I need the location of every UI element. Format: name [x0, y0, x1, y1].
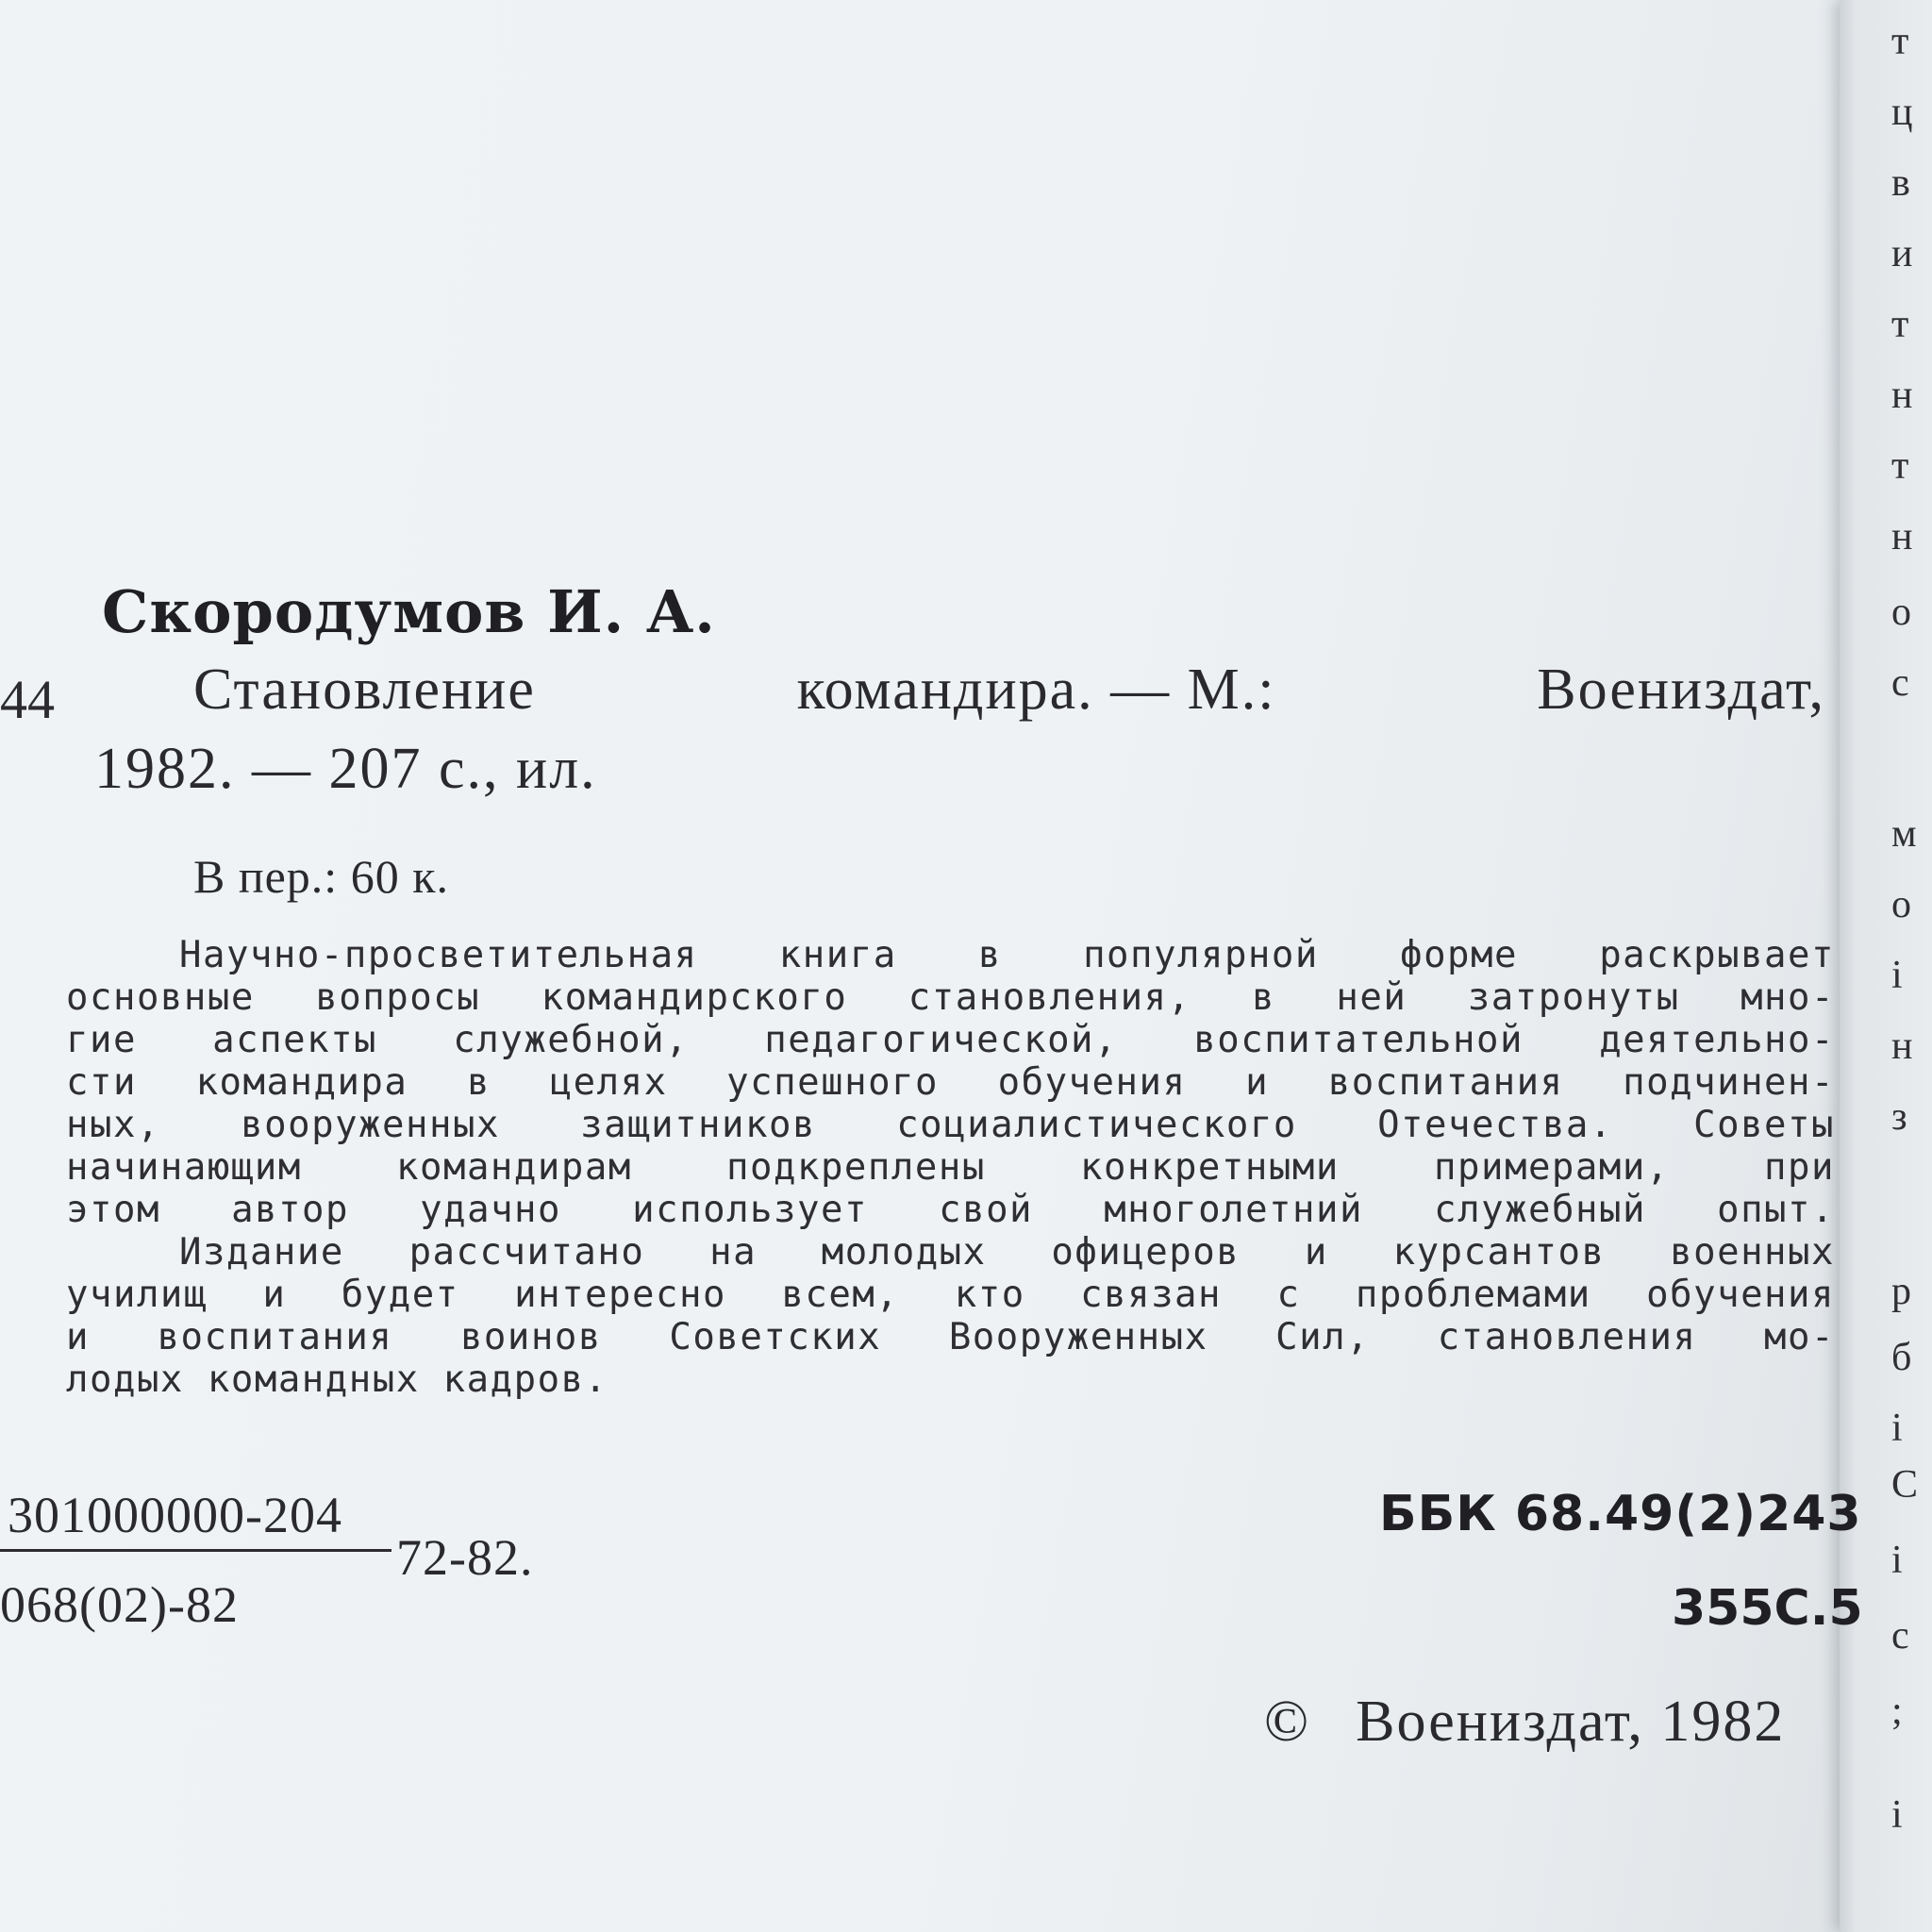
fraction-line: [0, 1549, 391, 1552]
abstract-line: гие аспекты служебной, педагогической, воспитательной деятельно-: [66, 1019, 1835, 1061]
adjacent-page-letter: т: [1891, 444, 1909, 488]
adjacent-page-letter: в: [1891, 161, 1910, 205]
adjacent-page-letter: н: [1891, 374, 1913, 417]
code-denominator: 068(02)-82: [0, 1576, 239, 1633]
title-word-1: Становление: [193, 658, 536, 722]
title-line: [193, 657, 1825, 724]
adjacent-page-letter: т: [1891, 303, 1909, 346]
adjacent-page-letter: р: [1891, 1270, 1911, 1313]
author-index: 355С.5: [1672, 1580, 1863, 1637]
abstract-line: сти командира в целях успешного обучения и воспитания подчинен-: [66, 1061, 1835, 1104]
abstract-line: основные вопросы командирского становления, в ней затронуты мно-: [66, 976, 1835, 1019]
copyright-text: Воениздат, 1982: [1356, 1690, 1786, 1754]
adjacent-page-letter: о: [1891, 591, 1911, 634]
code-side: 72-82.: [396, 1529, 534, 1586]
adjacent-page-letter: о: [1891, 883, 1911, 926]
author-name: Скородумов И. А.: [102, 577, 716, 646]
copyright-icon: ©: [1264, 1690, 1311, 1754]
adjacent-page-letter: і: [1891, 954, 1903, 997]
adjacent-page-letter: с: [1891, 1614, 1909, 1657]
title-word-3: Воениздат,: [1537, 658, 1825, 722]
abstract-line: Научно-просветительная книга в популярной форме раскрывает: [179, 934, 1835, 976]
adjacent-page-letter: н: [1891, 1024, 1913, 1068]
abstract-line: Издание рассчитано на молодых офицеров и курсантов военных: [179, 1231, 1835, 1274]
adjacent-page-letter: і: [1891, 1539, 1903, 1582]
adjacent-page-letter: м: [1891, 812, 1917, 856]
abstract-line: училищ и будет интересно всем, кто связан с проблемами обучения: [66, 1274, 1835, 1316]
adjacent-page-letter: ц: [1891, 91, 1913, 134]
code-numerator: 301000000-204: [8, 1487, 342, 1543]
adjacent-page-letter: ;: [1891, 1690, 1903, 1733]
abstract-line: ных, вооруженных защитников социалистического Отечества. Советы: [66, 1104, 1835, 1146]
publication-info: 1982. — 207 с., ил.: [94, 737, 597, 801]
abstract-line: и воспитания воинов Советских Вооруженных Сил, становления мо-: [66, 1316, 1835, 1358]
margin-code: 44: [0, 669, 55, 730]
adjacent-page-letter: і: [1891, 1793, 1903, 1837]
adjacent-page-letter: с: [1891, 661, 1909, 705]
abstract-line: этом автор удачно использует свой многолетний служебный опыт.: [66, 1189, 1835, 1231]
adjacent-page-letter: и: [1891, 232, 1913, 275]
adjacent-page-letter: з: [1891, 1095, 1907, 1139]
adjacent-page-letter: і: [1891, 1407, 1903, 1450]
adjacent-page-letter: н: [1891, 515, 1913, 558]
adjacent-page-letter: б: [1891, 1336, 1912, 1379]
adjacent-page-letter: т: [1891, 20, 1909, 63]
abstract-line: начинающим командирам подкреплены конкретными примерами, при: [66, 1146, 1835, 1189]
title-word-2: командира. — М.:: [796, 658, 1276, 722]
adjacent-page-letter: С: [1891, 1463, 1919, 1507]
bbk-code: ББК 68.49(2)243: [1379, 1486, 1862, 1542]
adjacent-page-edge: [1840, 0, 1932, 1932]
price: В пер.: 60 к.: [193, 850, 449, 903]
copyright: [1264, 1689, 1785, 1756]
abstract: [66, 934, 1835, 1401]
abstract-line: лодых командных кадров.: [66, 1358, 608, 1401]
